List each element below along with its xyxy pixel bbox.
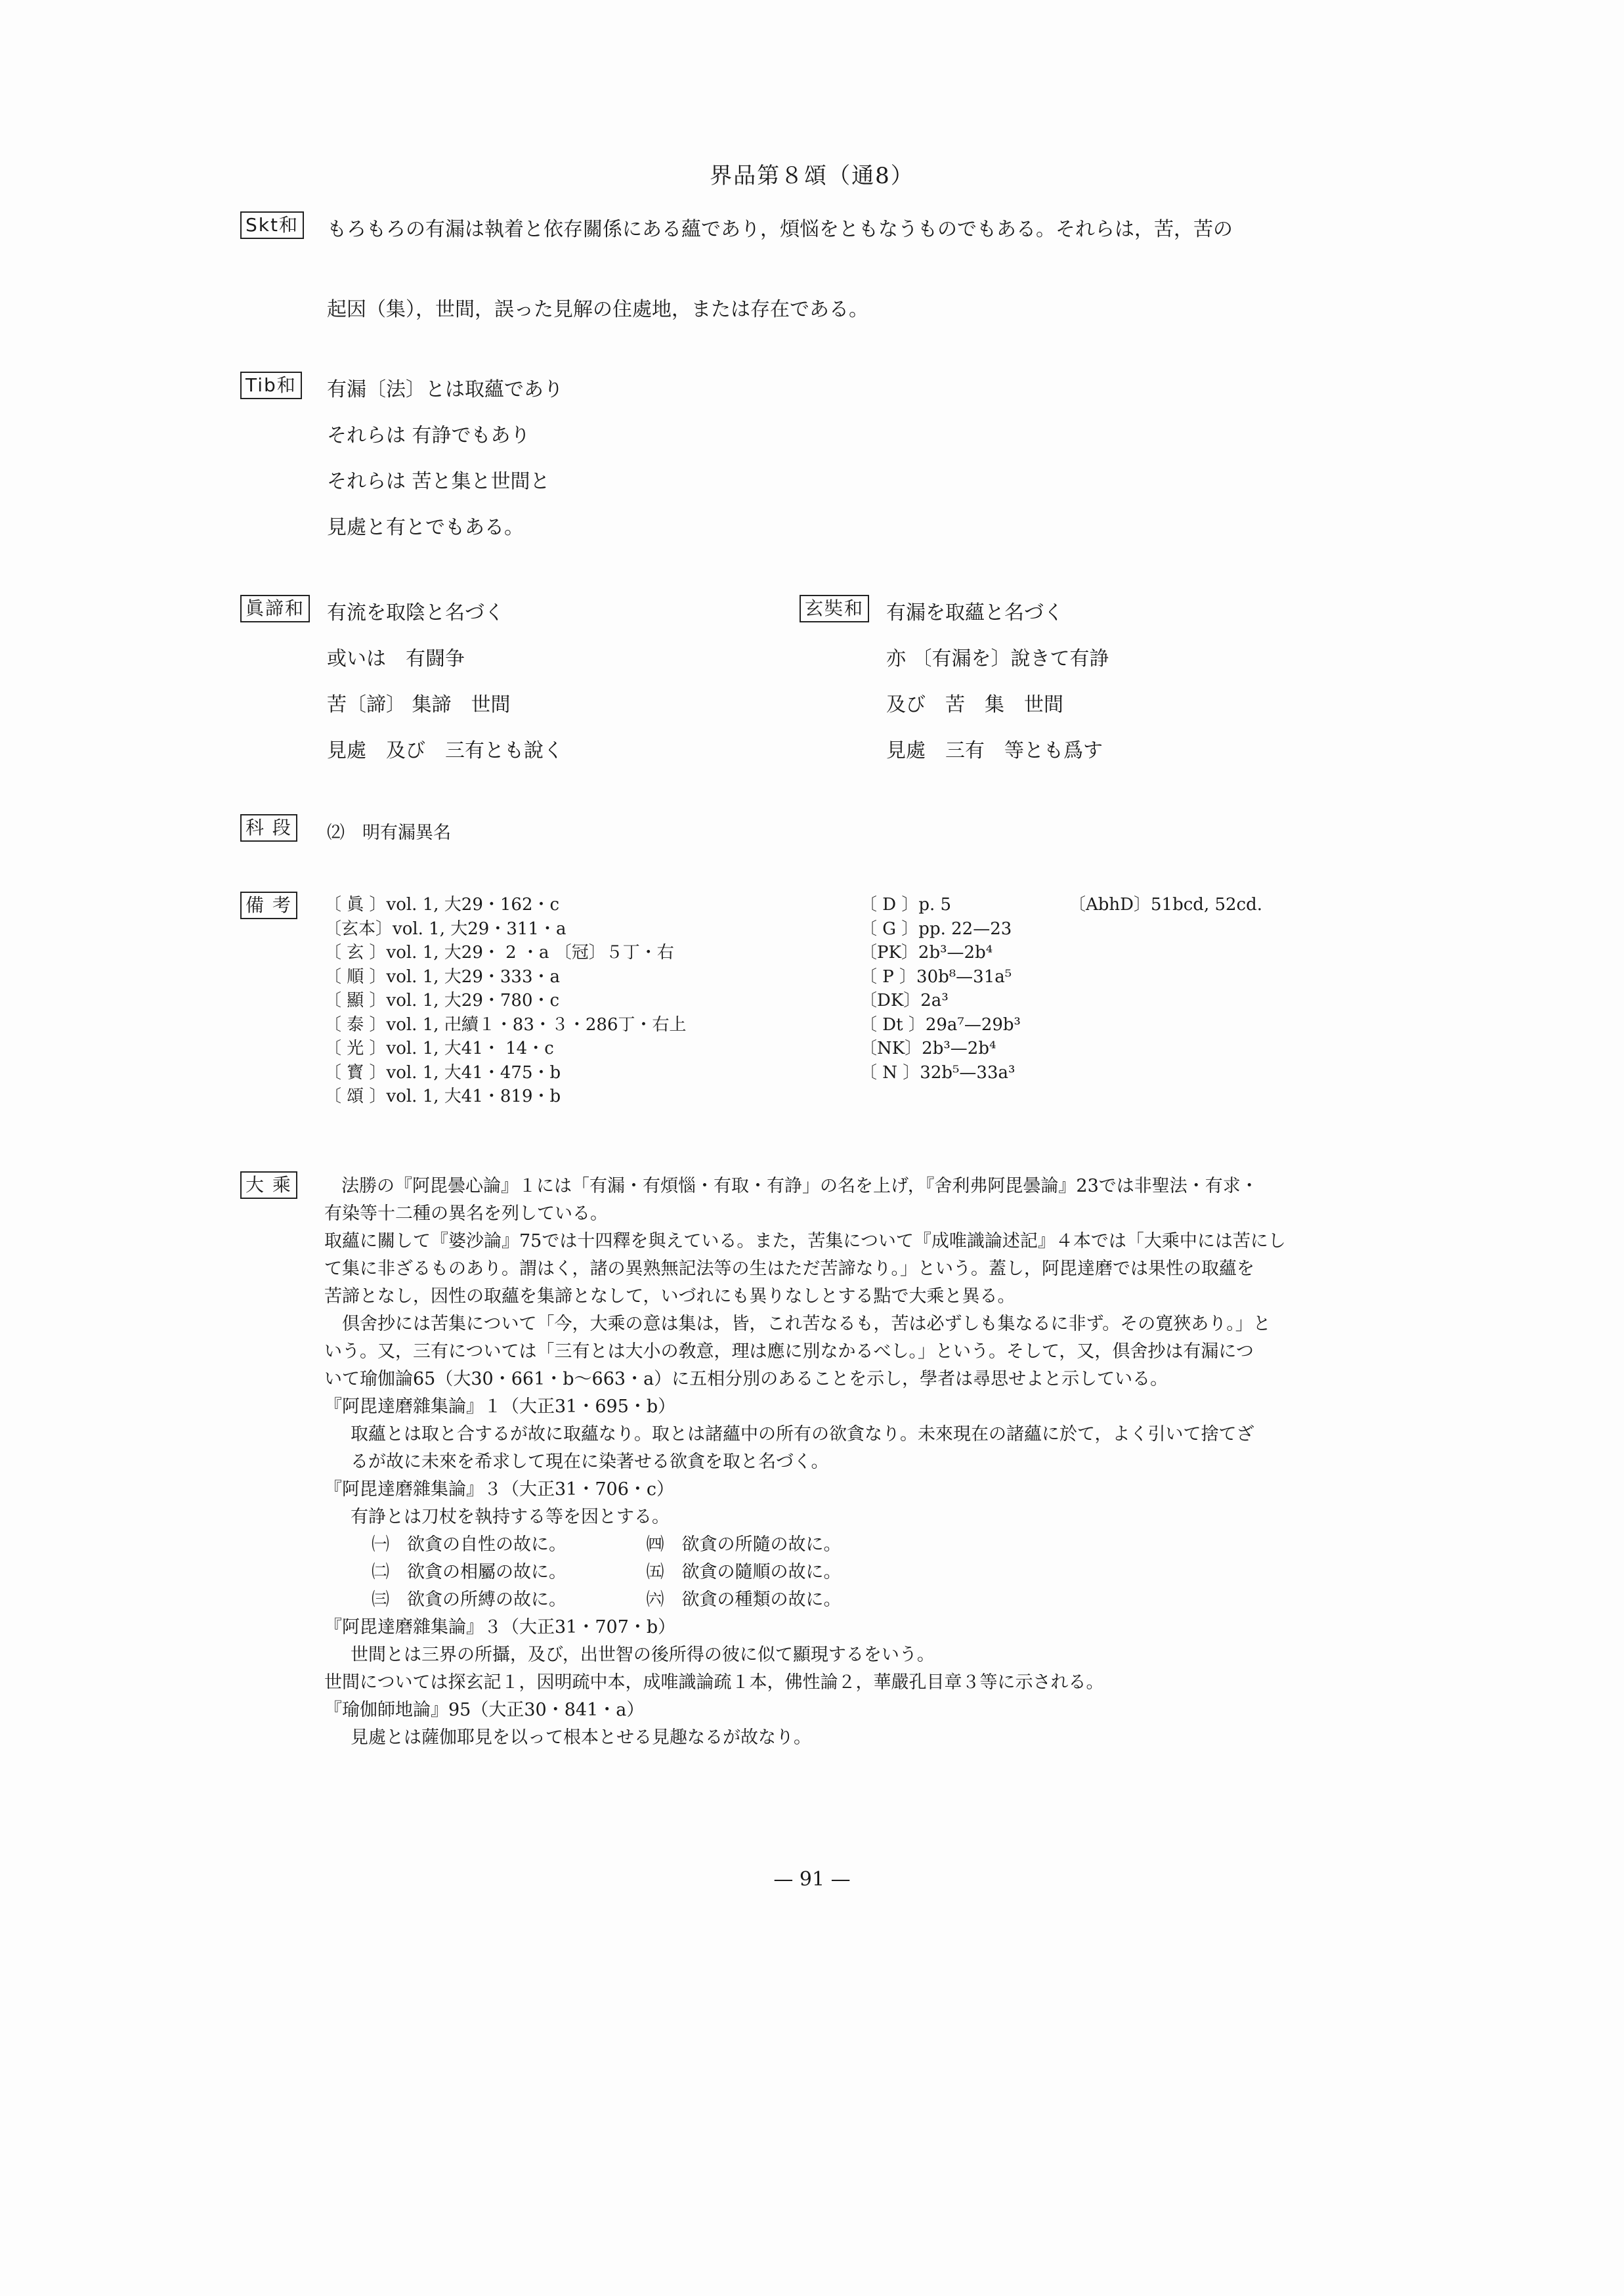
daijo-line: るが故に未來を希求して現在に染著せる欲貪を取と名づく。 <box>351 1452 829 1472</box>
kadan-text: ⑵ 明有漏異名 <box>327 823 451 843</box>
daijo-line: 『阿毘達磨雜集論』１（大正31・695・b） <box>324 1397 676 1417</box>
daijo-line: ㈡ 欲貪の相屬の故に。 ㈤ 欲貪の隨順の故に。 <box>372 1562 842 1582</box>
tib-line-4: 見處と有とでもある。 <box>327 516 524 539</box>
daijo-line: 苦諦となし，因性の取蘊を集諦となして，いづれにも異りなしとする點で大乘と異る。 <box>324 1286 1015 1307</box>
biko-tag: 備 考 <box>240 892 297 919</box>
genjo-line-3: 及び 苦 集 世間 <box>886 693 1063 716</box>
biko-left-item: 〔 寳 〕vol. 1, 大41・475・b <box>324 1062 561 1083</box>
biko-left-item: 〔 玄 〕vol. 1, 大29・ 2 ・a 〔冠〕５丁・右 <box>324 943 674 963</box>
daijo-line: 『瑜伽師地論』95（大正30・841・a） <box>324 1700 645 1720</box>
daijo-line: 有染等十二種の異名を列している。 <box>324 1203 608 1224</box>
biko-abhd: 〔AbhD〕51bcd, 52cd. <box>1069 895 1263 915</box>
genjo-tag: 玄奘和 <box>800 595 869 622</box>
shindai-line-4: 見處 及び 三有とも說く <box>327 739 563 762</box>
daijo-body <box>324 1173 1286 1752</box>
shindai-line-3: 苦〔諦〕 集諦 世間 <box>327 693 511 716</box>
tib-line-1: 有漏〔法〕とは取蘊であり <box>327 378 563 401</box>
genjo-line-2: 亦 〔有漏を〕說きて有諍 <box>886 647 1109 670</box>
page-number: — 91 — <box>773 1868 851 1891</box>
daijo-line: 見處とは薩伽耶見を以って根本とせる見趣なるが故なり。 <box>351 1727 811 1748</box>
biko-left-item: 〔 眞 〕vol. 1, 大29・162・c <box>324 895 560 915</box>
biko-left-item: 〔 光 〕vol. 1, 大41・ 14・c <box>324 1039 554 1058</box>
biko-right-item: 〔 P 〕30b⁸—31a⁵ <box>860 966 1012 987</box>
genjo-line-1: 有漏を取蘊と名づく <box>886 601 1063 624</box>
daijo-line: ㈢ 欲貪の所縛の故に。 ㈥ 欲貪の種類の故に。 <box>372 1590 842 1610</box>
skt-line-1: もろもろの有漏は執着と依存關係にある蘊であり，煩悩をともなうものでもある。それらは，苦，苦の <box>327 218 1233 241</box>
biko-right-item: 〔 Dt 〕29a⁷—29b³ <box>860 1014 1021 1035</box>
daijo-line: 有諍とは刀杖を執持する等を因とする。 <box>351 1507 670 1527</box>
daijo-line: 『阿毘達磨雜集論』３（大正31・707・b） <box>324 1617 676 1637</box>
shindai-line-1: 有流を取陰と名づく <box>327 601 504 624</box>
daijo-line: 世間とは三界の所攝，及び，出世智の後所得の彼に似て顯現するをいう。 <box>351 1645 935 1665</box>
biko-left-item: 〔 頌 〕vol. 1, 大41・819・b <box>324 1087 561 1106</box>
tib-line-3: それらは 苦と集と世間と <box>327 470 550 493</box>
tib-tag: Tib和 <box>240 372 302 399</box>
skt-tag: Skt和 <box>240 211 304 239</box>
daijo-line: 倶舍抄には苦集について「今，大乘の意は集は，皆，これ苦なるも，苦は必ずしも集なるに非ず。その寛狹あり。」と <box>324 1314 1271 1334</box>
biko-right-item: 〔 N 〕32b⁵—33a³ <box>860 1062 1015 1083</box>
biko-right-item: 〔NK〕2b³—2b⁴ <box>860 1039 996 1058</box>
daijo-line: 法勝の『阿毘曇心論』１には「有漏・有煩惱・有取・有諍」の名を上げ，『舍利弗阿毘曇論』23では非聖法・有求・ <box>341 1176 1258 1196</box>
daijo-tag: 大 乘 <box>240 1171 297 1199</box>
daijo-line: 『阿毘達磨雜集論』３（大正31・706・c） <box>324 1479 675 1500</box>
daijo-line: ㈠ 欲貪の自性の故に。 ㈣ 欲貪の所隨の故に。 <box>372 1534 842 1555</box>
biko-left-item: 〔 泰 〕vol. 1, 卍續１・83・３・286丁・右上 <box>324 1014 687 1035</box>
shindai-line-2: 或いは 有闘争 <box>327 647 465 670</box>
page-title: 界品第８頌（通8） <box>710 163 914 189</box>
tib-line-2: それらは 有諍でもあり <box>327 424 530 447</box>
kadan-tag: 科 段 <box>240 814 297 842</box>
biko-left-item: 〔 順 〕vol. 1, 大29・333・a <box>324 966 560 987</box>
biko-left-item: 〔 顯 〕vol. 1, 大29・780・c <box>324 991 560 1010</box>
shindai-tag: 眞諦和 <box>240 595 310 622</box>
biko-right-item: 〔 G 〕pp. 22—23 <box>860 919 1012 939</box>
biko-left-item: 〔玄本〕vol. 1, 大29・311・a <box>324 919 566 939</box>
biko-right-item: 〔DK〕2a³ <box>860 991 949 1010</box>
biko-right-item: 〔 D 〕p. 5 <box>860 895 952 915</box>
biko-right-item: 〔PK〕2b³—2b⁴ <box>860 943 993 963</box>
skt-line-2: 起因（集），世間，誤った見解の住處地，または存在である。 <box>327 298 868 321</box>
daijo-line: 取蘊に關して『婆沙論』75では十四釋を與えている。また，苦集について『成唯識論述記』４本では「大乘中には苦にし <box>324 1231 1286 1251</box>
daijo-line: 世間については探玄記１，因明疏中本，成唯識論疏１本，佛性論２，華嚴孔目章３等に示される。 <box>324 1672 1104 1693</box>
daijo-line: いて瑜伽論65（大30・661・b〜663・a）に五相分別のあることを示し，學者は尋思せよと示している。 <box>324 1369 1168 1389</box>
biko-left-list <box>324 893 687 1109</box>
genjo-line-4: 見處 三有 等とも爲す <box>886 739 1103 762</box>
biko-right-list <box>860 893 1021 1085</box>
daijo-line: 取蘊とは取と合するが故に取蘊なり。取とは諸蘊中の所有の欲貪なり。未來現在の諸蘊に於て，よく引いて捨てざ <box>351 1424 1254 1444</box>
daijo-line: いう。又，三有については「三有とは大小の敎意，理は應に別なかるべし。」という。そして，又，倶舍抄は有漏につ <box>324 1341 1254 1362</box>
daijo-line: て集に非ざるものあり。謂はく，諸の異熟無記法等の生はただ苦諦なり。」という。蓋し，阿毘達磨では果性の取蘊を <box>324 1259 1254 1279</box>
